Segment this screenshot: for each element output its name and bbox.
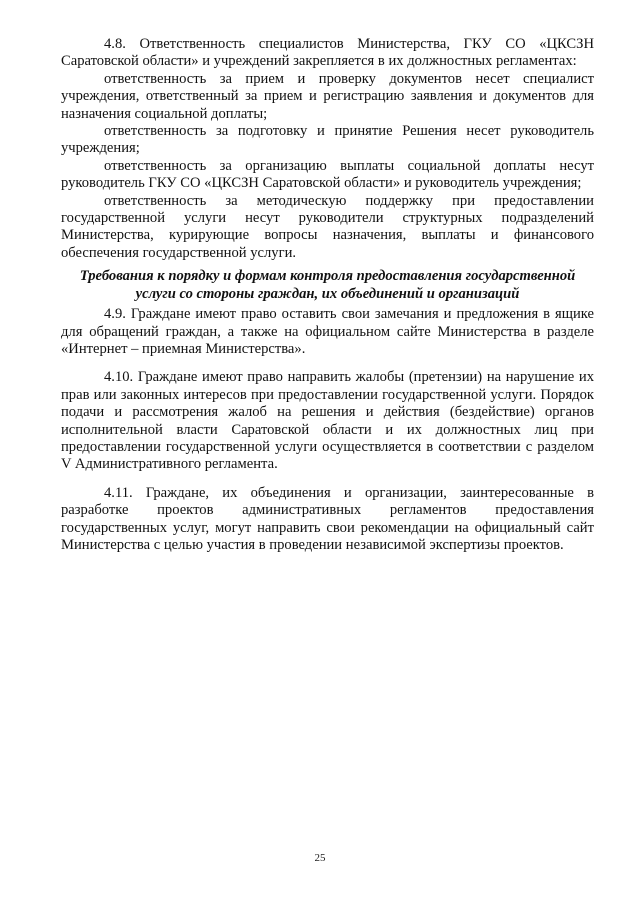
paragraph-4-10: 4.10. Граждане имеют право направить жалобы (претензии) на нарушение их прав или законных интересов при предоставлении государственной услуги. Порядок подачи и рассмотрения жалоб на решения и действия (бездействие) органов исполнительной власти Саратовской области и их должностных лиц при предоставлении государственной услуги осуществляется в соответствии с разделом V Административного регламента. bbox=[61, 369, 594, 473]
paragraph-responsibility-intake: ответственность за прием и проверку документов несет специалист учреждения, ответственный за прием и регистрацию заявления и документов для назначения социальной доплаты; bbox=[61, 70, 594, 122]
paragraph-4-8: 4.8. Ответственность специалистов Министерства, ГКУ СО «ЦКСЗН Саратовской области» и учреждений закрепляется в их должностных регламентах: bbox=[61, 36, 594, 70]
paragraph-4-11: 4.11. Граждане, их объединения и организации, заинтересованные в разработке проектов административных регламентов предоставления государственных услуг, могут направить свои рекомендации на официальный сайт Министерства с целью участия в проведении независимой экспертизы проектов. bbox=[61, 484, 594, 553]
paragraph-responsibility-payment: ответственность за организацию выплаты социальной доплаты несут руководитель ГКУ СО «ЦКСЗН Саратовской области» и руководитель учреждения; bbox=[61, 157, 594, 192]
paragraph-responsibility-decision: ответственность за подготовку и принятие Решения несет руководитель учреждения; bbox=[61, 123, 594, 157]
paragraph-spacer bbox=[61, 358, 594, 369]
paragraph-4-9: 4.9. Граждане имеют право оставить свои замечания и предложения в ящике для обращений граждан, а также на официальном сайте Министерства в разделе «Интернет – приемная Министерства». bbox=[61, 306, 594, 357]
paragraph-spacer bbox=[61, 474, 594, 485]
paragraph-responsibility-methodology: ответственность за методическую поддержку при предоставлении государственной услуги несут руководители структурных подразделений Министерства, курирующие вопросы назначения, выплаты и финансового обеспечения государственной услуги. bbox=[61, 192, 594, 261]
page-number: 25 bbox=[314, 852, 326, 864]
section-heading: Требования к порядку и формам контроля предоставления государственной услуги со стороны граждан, их объединений и организаций bbox=[79, 268, 576, 302]
page-body bbox=[61, 36, 594, 554]
